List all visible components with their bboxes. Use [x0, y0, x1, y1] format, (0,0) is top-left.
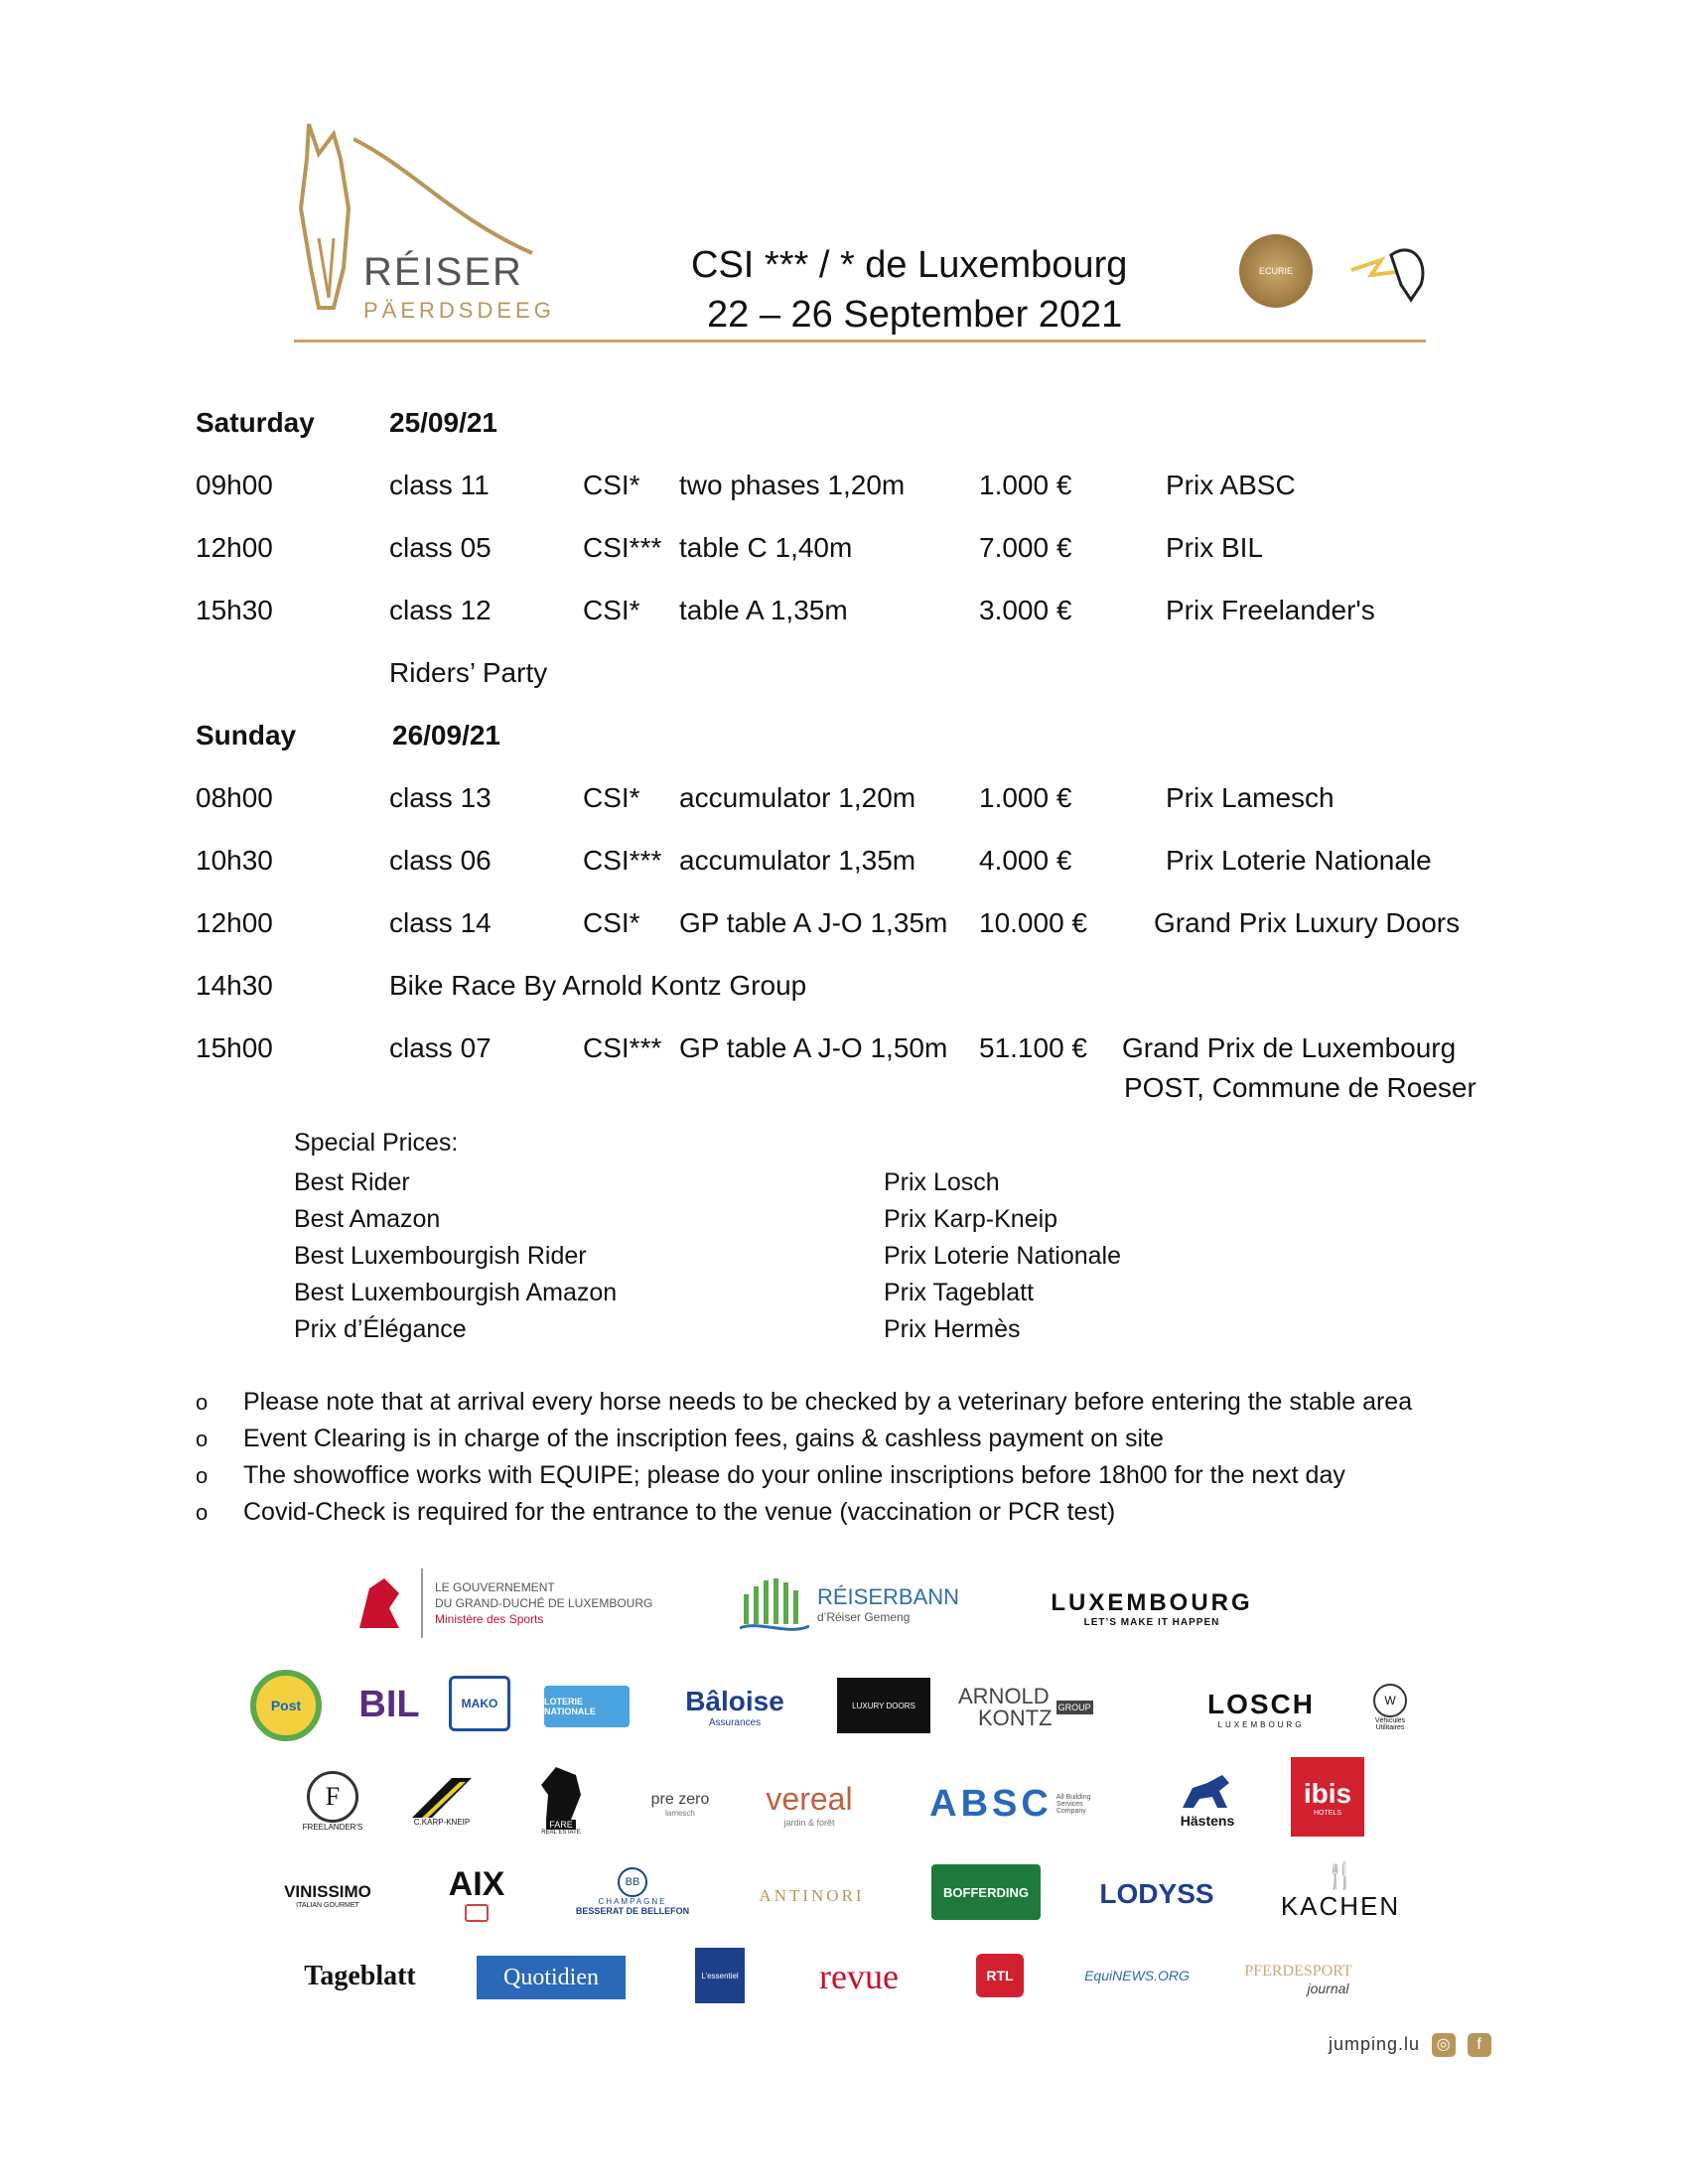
special-price-item: Best Luxembourgish Amazon [294, 1279, 618, 1306]
mako-logo: MAKO [449, 1676, 510, 1731]
ecurie-seal-logo: ECURIE [1239, 234, 1313, 308]
special-price-item: Best Amazon [294, 1205, 441, 1233]
f-icon: F [307, 1771, 358, 1823]
prize-money: 1.000 € [979, 470, 1072, 500]
bullet-icon: o [196, 1463, 209, 1488]
arnold-kontz-logo: ARNOLD KONTZ GROUP [958, 1684, 1091, 1730]
prize-name: Grand Prix Luxury Doors [1154, 907, 1461, 938]
road-stripes-icon [412, 1778, 472, 1818]
note-item: o The showoffice works with EQUIPE; please do your online inscriptions before 18h00 for the next day [196, 1457, 1412, 1494]
bullet-icon: o [196, 1390, 209, 1415]
baloise-logo: Bâloise Assurances [685, 1685, 784, 1728]
event-row [0, 657, 1688, 697]
special-price-item: Prix Tageblatt [884, 1279, 1035, 1306]
csi: CSI*** [583, 532, 662, 563]
schedule-row [0, 595, 1688, 634]
time: 14h30 [196, 970, 273, 1001]
loterie-nationale-logo: LOTERIE NATIONALE [544, 1686, 630, 1727]
prezero-logo: pre zero lamesch [650, 1790, 710, 1818]
special-price-item: Prix Hermès [884, 1315, 1021, 1343]
equinews-logo: EquiNEWS.ORG [1084, 1968, 1190, 1983]
cutlery-icon: 🍴 [1324, 1860, 1357, 1890]
antinori-logo: ANTINORI [759, 1886, 865, 1905]
test: table A 1,35m [679, 595, 848, 625]
event-row [0, 970, 1688, 1010]
class: class 07 [389, 1032, 492, 1063]
crest-icon [465, 1904, 489, 1922]
luxembourg-brand-logo: LUXEMBOURG LET’S MAKE IT HAPPEN [1051, 1588, 1253, 1628]
note-item: o Covid-Check is required for the entrance to the venue (vaccination or PCR test) [196, 1494, 1412, 1531]
karp-kneip-logo: C.KARP-KNEIP [407, 1772, 477, 1832]
schedule-row-grand-prix [0, 1032, 1688, 1112]
special-prices-title: Special Prices: [294, 1129, 459, 1157]
prize-money: 1.000 € [979, 782, 1072, 813]
class: class 13 [389, 782, 492, 813]
post-logo: Post [250, 1670, 322, 1741]
vw-icon: W [1373, 1684, 1407, 1717]
header [195, 109, 1426, 347]
kachen-logo: 🍴 KACHEN [1280, 1860, 1401, 1921]
csi: CSI* [583, 907, 640, 938]
day-label: Saturday [196, 407, 315, 438]
special-price-item: Best Luxembourgish Rider [294, 1242, 587, 1270]
rtl-logo: RTL [976, 1954, 1024, 1997]
special-price-item: Prix d’Élégance [294, 1315, 467, 1343]
luxury-doors-logo: LUXURY DOORS [837, 1678, 930, 1733]
class: class 12 [389, 595, 492, 625]
bb-monogram-icon: BB [618, 1867, 647, 1897]
brand-name: RÉISER [363, 250, 523, 294]
notes-list [196, 1384, 1412, 1531]
bofferding-logo: BOFFERDING [931, 1864, 1041, 1920]
class: class 05 [389, 532, 492, 563]
prize-name: Grand Prix de Luxembourg [1122, 1032, 1457, 1063]
instagram-icon[interactable]: ◎ [1432, 2033, 1456, 2057]
vereal-logo: vereal jardin & forêt [766, 1780, 853, 1828]
csi: CSI* [583, 782, 640, 813]
vw-logo: W Véhicules Utilitaires [1360, 1668, 1420, 1747]
day-header-sunday [0, 720, 1688, 759]
csi: CSI* [583, 595, 640, 625]
csi: CSI*** [583, 1032, 662, 1063]
note-item: o Event Clearing is in charge of the inscription fees, gains & cashless payment on site [196, 1421, 1412, 1457]
lessentiel-logo: L’essentiel [695, 1948, 745, 2003]
bike-race: Bike Race By Arnold Kontz Group [389, 970, 807, 1001]
test: table C 1,40m [679, 532, 853, 563]
time: 08h00 [196, 782, 273, 813]
prize-money: 3.000 € [979, 595, 1072, 625]
riders-party: Riders’ Party [389, 657, 548, 688]
ibis-logo: ibis HOTELS [1291, 1757, 1364, 1837]
header-rule [294, 340, 1426, 342]
horse-icon [1178, 1773, 1237, 1813]
prize-money: 4.000 € [979, 845, 1072, 876]
special-prices-right [884, 1164, 1121, 1348]
schedule-row [0, 470, 1688, 509]
schedule-row [0, 782, 1688, 822]
prize-money: 10.000 € [979, 907, 1087, 938]
bullet-icon: o [196, 1427, 209, 1451]
freelanders-logo: F FREELANDER'S [288, 1765, 377, 1837]
day-header-saturday [0, 407, 1688, 447]
tageblatt-logo: Tageblatt [304, 1961, 416, 1991]
prize-money: 7.000 € [979, 532, 1072, 563]
special-price-item: Prix Losch [884, 1168, 1000, 1196]
schedule-row [0, 907, 1688, 947]
event-title: CSI *** / * de Luxembourg [691, 244, 1128, 286]
quotidien-logo: Quotidien [477, 1956, 626, 1999]
csi: CSI* [583, 470, 640, 500]
red-lion-icon [350, 1569, 409, 1638]
horse-head-icon [536, 1765, 586, 1820]
test: accumulator 1,35m [679, 845, 916, 876]
test: accumulator 1,20m [679, 782, 916, 813]
prize-name: Prix ABSC [1166, 470, 1296, 500]
event-dates: 22 – 26 September 2021 [707, 294, 1123, 336]
test: GP table A J-O 1,50m [679, 1032, 948, 1063]
schedule-row [0, 845, 1688, 885]
website-link[interactable]: jumping.lu [1329, 2033, 1421, 2054]
bullet-icon: o [196, 1500, 209, 1525]
prize-money: 51.100 € [979, 1032, 1087, 1063]
special-price-item: Best Rider [294, 1168, 410, 1196]
fare-logo: FARE REAL ESTATE [531, 1757, 591, 1843]
time: 15h00 [196, 1032, 273, 1063]
aix-logo: AIX [437, 1858, 516, 1928]
time: 09h00 [196, 470, 273, 500]
revue-logo: revue [819, 1957, 899, 1996]
reiserbann-logo: RÉISERBANN d’Réiser Gemeng [740, 1567, 978, 1641]
day-date: 25/09/21 [389, 407, 497, 438]
time: 12h00 [196, 532, 273, 563]
time: 15h30 [196, 595, 273, 625]
class: class 14 [389, 907, 492, 938]
csi: CSI*** [583, 845, 662, 876]
test: two phases 1,20m [679, 470, 906, 500]
prize-name: Prix Loterie Nationale [1166, 845, 1432, 876]
absc-logo: ABSC All Building Services Company [929, 1782, 1091, 1825]
prize-name: Prix BIL [1166, 532, 1264, 563]
government-logo: LE GOUVERNEMENT DU GRAND-DUCHÉ DE LUXEMBOURG Ministère des Sports [350, 1564, 687, 1643]
schedule-row [0, 532, 1688, 572]
trees-icon [740, 1574, 809, 1634]
divider [421, 1569, 423, 1638]
special-price-item: Prix Karp-Kneip [884, 1205, 1058, 1233]
bil-logo: BIL [358, 1683, 420, 1725]
lodyss-logo: LODYSS [1099, 1878, 1214, 1909]
pegasus-logo [1341, 230, 1431, 310]
losch-logo: LOSCH LUXEMBOURG [1207, 1688, 1315, 1729]
prize-sponsors: POST, Commune de Roeser [1124, 1072, 1477, 1103]
prize-name: Prix Freelander's [1166, 595, 1375, 625]
time: 10h30 [196, 845, 273, 876]
day-date: 26/09/21 [392, 720, 500, 751]
hastens-logo: Hästens [1168, 1765, 1247, 1837]
time: 12h00 [196, 907, 273, 938]
note-item: o Please note that at arrival every horse needs to be checked by a veterinary before entering the stable area [196, 1384, 1412, 1421]
test: GP table A J-O 1,35m [679, 907, 948, 938]
pferdesport-logo: PFERDESPORT journal [1244, 1963, 1352, 1996]
class: class 11 [389, 470, 490, 500]
vinissimo-logo: VINISSIMO ITALIAN GOURMET [284, 1881, 371, 1909]
special-price-item: Prix Loterie Nationale [884, 1242, 1122, 1270]
prize-name: Prix Lamesch [1166, 782, 1335, 813]
class: class 06 [389, 845, 492, 876]
facebook-icon[interactable]: f [1468, 2033, 1491, 2057]
special-prices-left [294, 1164, 617, 1348]
besserat-logo: BB CHAMPAGNE BESSERAT DE BELLEFON [558, 1856, 707, 1926]
footer [1329, 2033, 1491, 2057]
day-label: Sunday [196, 720, 297, 751]
brand-subtitle: PÄERDSDEEG [363, 298, 555, 323]
